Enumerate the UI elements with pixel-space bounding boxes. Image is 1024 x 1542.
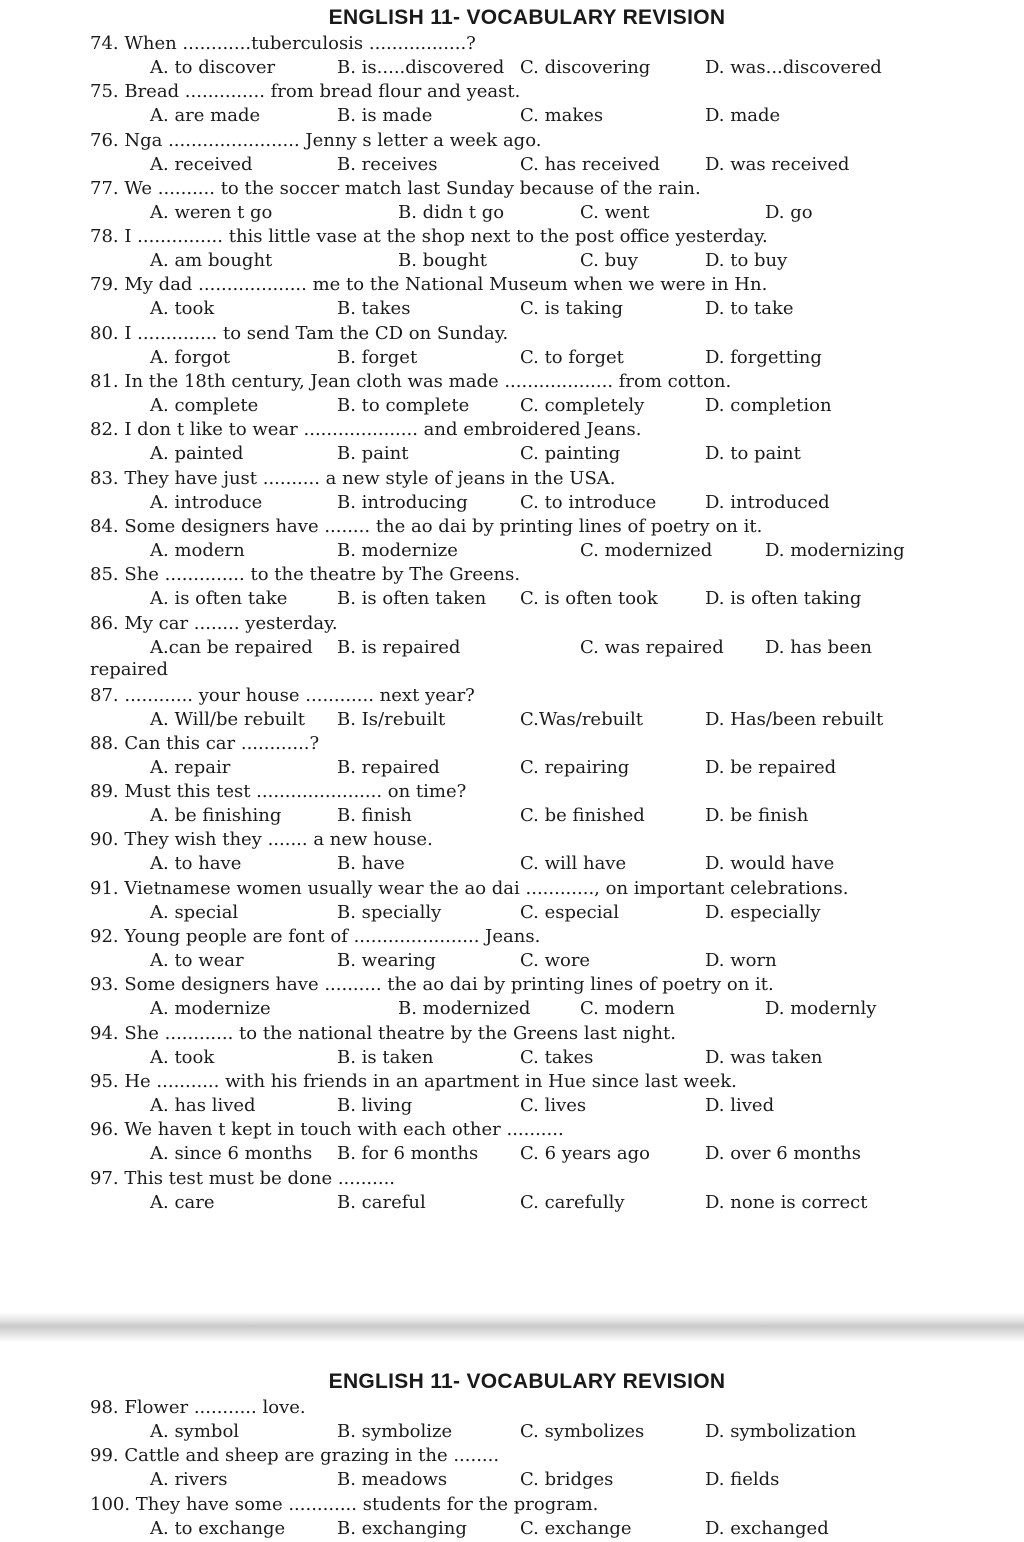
question-item (90, 974, 990, 1022)
answer-options (150, 347, 970, 371)
answer-options (150, 105, 970, 129)
question-item (90, 419, 990, 467)
answer-option-c: C. buy (580, 250, 638, 272)
page-divider (0, 1312, 1024, 1342)
answer-options (150, 757, 970, 781)
question-stem: 87. ............ your house ............ next year? (90, 684, 475, 706)
answer-option-d: D. would have (705, 853, 835, 875)
answer-option-b: B. introducing (337, 491, 468, 513)
answer-option-c: C. will have (520, 853, 627, 875)
answer-option-b: B. is often taken (337, 588, 487, 610)
answer-option-a: A. painted (150, 443, 244, 465)
answer-option-a: A. be finishing (150, 805, 282, 827)
page-title: ENGLISH 11- VOCABULARY REVISION (328, 6, 726, 29)
question-item (90, 733, 990, 781)
answer-options (150, 1095, 970, 1119)
answer-option-c: C.Was/rebuilt (520, 708, 643, 730)
answer-option-a: A. care (150, 1191, 215, 1213)
answer-option-a: A. introduce (150, 491, 263, 513)
question-item (90, 274, 990, 322)
question-item (90, 33, 990, 81)
answer-option-b: B. specially (337, 901, 442, 923)
answer-option-b: B. forget (337, 346, 418, 368)
answer-option-b: B. repaired (337, 756, 440, 778)
answer-option-c: C. has received (520, 153, 660, 175)
answer-option-c: C. repairing (520, 756, 630, 778)
answer-option-b: B. living (337, 1094, 413, 1116)
question-stem: 92. Young people are font of ...................... Jeans. (90, 926, 541, 948)
answer-option-c: C. wore (520, 950, 591, 972)
question-stem: 77. We .......... to the soccer match last Sunday because of the rain. (90, 177, 701, 199)
question-item (90, 81, 990, 129)
answer-option-c: C. bridges (520, 1469, 614, 1491)
answer-option-b: B. careful (337, 1191, 426, 1213)
answer-option-d: D. none is correct (705, 1191, 868, 1213)
question-item (90, 1397, 990, 1445)
question-stem: 81. In the 18th century, Jean cloth was made ................... from cotton. (90, 371, 732, 393)
answer-option-d: D. over 6 months (705, 1143, 861, 1165)
answer-option-b: B. bought (398, 250, 487, 272)
answer-option-d: D. to buy (705, 250, 788, 272)
question-list (90, 33, 990, 1216)
answer-option-c: C. went (580, 201, 650, 223)
answer-options (150, 1143, 970, 1167)
answer-option-c: C. completely (520, 395, 645, 417)
answer-option-d: D. modernizing (765, 539, 905, 561)
question-item (90, 781, 990, 829)
answer-option-a: A. symbol (150, 1421, 240, 1442)
question-stem: 90. They wish they ....... a new house. (90, 829, 433, 851)
answer-options (150, 298, 970, 322)
answer-option-a: A. forgot (150, 346, 231, 368)
answer-option-a: A. are made (150, 105, 261, 127)
answer-option-a: A. received (150, 153, 253, 175)
answer-option-a: A. rivers (150, 1469, 228, 1491)
answer-option-a: A. to have (150, 853, 242, 875)
answer-option-c: C. discovering (520, 57, 651, 78)
question-stem: 98. Flower ........... love. (90, 1397, 306, 1418)
answer-option-a: A. modernize (150, 998, 271, 1020)
question-stem: 91. Vietnamese women usually wear the ao dai ............, on important celebrations. (90, 877, 849, 899)
question-stem: 84. Some designers have ........ the ao dai by printing lines of poetry on it. (90, 515, 763, 537)
answer-option-c: C. is often took (520, 588, 658, 610)
answer-option-c: C. to introduce (520, 491, 657, 513)
answer-option-c: C. be finished (520, 805, 645, 827)
question-item (90, 1168, 990, 1216)
answer-option-c: C. lives (520, 1094, 587, 1116)
answer-option-b: B. is taken (337, 1046, 434, 1068)
answer-option-d-continued: repaired (90, 658, 169, 680)
answer-option-d: D. has been (765, 636, 872, 658)
answer-option-a: A. since 6 months (150, 1143, 313, 1165)
answer-option-c: C. to forget (520, 346, 624, 368)
answer-option-d: D. introduced (705, 491, 830, 513)
answer-options (150, 1469, 970, 1493)
answer-option-a: A. modern (150, 539, 245, 561)
question-item (90, 178, 990, 226)
question-item (90, 468, 990, 516)
question-item (90, 1023, 990, 1071)
answer-option-d: D. is often taking (705, 588, 862, 610)
answer-option-d: D. symbolization (705, 1421, 857, 1442)
answer-options (150, 1192, 970, 1216)
question-stem: 95. He ........... with his friends in an apartment in Hue since last week. (90, 1070, 737, 1092)
question-item (90, 516, 990, 564)
answer-option-c: C. painting (520, 443, 621, 465)
question-stem: 86. My car ........ yesterday. (90, 612, 338, 634)
answer-options (150, 637, 970, 661)
answer-option-d: D. forgetting (705, 346, 822, 368)
answer-options (150, 902, 970, 926)
question-item (90, 323, 990, 371)
answer-option-a: A. has lived (150, 1094, 256, 1116)
answer-option-d: D. to take (705, 298, 794, 320)
answer-option-d: D. was taken (705, 1046, 823, 1068)
answer-option-b: B. exchanging (337, 1517, 467, 1539)
answer-option-c: C. was repaired (580, 636, 724, 658)
answer-option-a: A. to wear (150, 950, 244, 972)
answer-option-b: B. paint (337, 443, 409, 465)
answer-option-b: B. is.....discovered (337, 57, 505, 78)
answer-option-a: A. repair (150, 756, 231, 778)
answer-option-d: D. Has/been rebuilt (705, 708, 884, 730)
question-item (90, 1494, 990, 1542)
answer-option-c: C. exchange (520, 1517, 632, 1539)
answer-option-c: C. is taking (520, 298, 624, 320)
answer-options (150, 492, 970, 516)
answer-option-a: A. weren t go (150, 201, 273, 223)
answer-option-b: B. modernize (337, 539, 458, 561)
question-item (90, 1445, 990, 1493)
question-item (90, 1071, 990, 1119)
answer-options (150, 154, 970, 178)
question-item (90, 564, 990, 612)
answer-option-d: D. modernly (765, 998, 877, 1020)
question-stem: 80. I .............. to send Tam the CD on Sunday. (90, 322, 509, 344)
answer-option-d: D. was...discovered (705, 57, 882, 78)
answer-option-d: D. lived (705, 1094, 775, 1116)
answer-option-d: D. worn (705, 950, 777, 972)
answer-option-d: D. completion (705, 395, 832, 417)
question-stem: 94. She ............ to the national theatre by the Greens last night. (90, 1022, 676, 1044)
question-stem: 100. They have some ............ students for the program. (90, 1493, 599, 1515)
answer-options (150, 998, 970, 1022)
question-stem: 89. Must this test ...................... on time? (90, 781, 467, 803)
answer-option-a: A. took (150, 1046, 215, 1068)
answer-options (150, 395, 970, 419)
answer-option-a: A.can be repaired (150, 636, 313, 658)
answer-option-b: B. finish (337, 805, 412, 827)
question-stem: 85. She .............. to the theatre by The Greens. (90, 564, 521, 586)
question-stem: 97. This test must be done .......... (90, 1167, 396, 1189)
answer-option-c: C. modern (580, 998, 675, 1020)
answer-option-d: D. fields (705, 1469, 780, 1491)
question-stem: 99. Cattle and sheep are grazing in the ........ (90, 1445, 500, 1467)
page-title: ENGLISH 11- VOCABULARY REVISION (328, 1370, 726, 1393)
answer-option-b: B. modernized (398, 998, 531, 1020)
question-stem: 74. When ............tuberculosis .................? (90, 33, 476, 54)
answer-option-b: B. receives (337, 153, 438, 175)
answer-options (150, 57, 970, 81)
question-stem: 93. Some designers have .......... the ao dai by printing lines of poetry on it. (90, 974, 774, 996)
answer-option-a: A. took (150, 298, 215, 320)
answer-options (150, 853, 970, 877)
question-stem: 83. They have just .......... a new style of jeans in the USA. (90, 467, 616, 489)
answer-option-b: B. to complete (337, 395, 470, 417)
answer-option-b: B. is repaired (337, 636, 461, 658)
answer-option-d: D. go (765, 201, 813, 223)
answer-options (150, 1518, 970, 1542)
answer-option-a: A. am bought (150, 250, 273, 272)
answer-option-b: B. for 6 months (337, 1143, 479, 1165)
question-item (90, 926, 990, 974)
answer-option-b: B. symbolize (337, 1421, 453, 1442)
question-item (90, 685, 990, 733)
answer-option-d: D. was received (705, 153, 850, 175)
answer-option-d: D. be repaired (705, 756, 837, 778)
answer-option-d: D. made (705, 105, 781, 127)
answer-option-a: A. is often take (150, 588, 288, 610)
question-stem: 75. Bread .............. from bread flour and yeast. (90, 81, 521, 103)
question-item (90, 226, 990, 274)
question-item (90, 371, 990, 419)
question-stem: 78. I ............... this little vase at the shop next to the post office yesterday. (90, 226, 768, 248)
answer-option-b: B. didn t go (398, 201, 505, 223)
answer-option-d: D. be finish (705, 805, 809, 827)
question-item (90, 613, 990, 685)
answer-option-c: C. carefully (520, 1191, 625, 1213)
question-stem: 79. My dad ................... me to the National Museum when we were in Hn. (90, 274, 768, 296)
answer-options (150, 709, 970, 733)
worksheet-page-2 (0, 1342, 1024, 1542)
answer-option-b: B. takes (337, 298, 411, 320)
answer-option-c: C. symbolizes (520, 1421, 645, 1442)
question-stem: 88. Can this car ............? (90, 732, 320, 754)
answer-option-a: A. complete (150, 395, 259, 417)
answer-option-d: D. exchanged (705, 1517, 829, 1539)
answer-option-d: D. to paint (705, 443, 801, 465)
answer-options (150, 950, 970, 974)
answer-option-c: C. 6 years ago (520, 1143, 650, 1165)
answer-option-b: B. have (337, 853, 405, 875)
question-item (90, 878, 990, 926)
answer-option-c: C. makes (520, 105, 604, 127)
answer-options (150, 202, 970, 226)
question-stem: 82. I don t like to wear .................... and embroidered Jeans. (90, 419, 642, 441)
answer-option-c: C. especial (520, 901, 619, 923)
answer-option-b: B. is made (337, 105, 433, 127)
question-list (90, 1397, 990, 1542)
answer-option-a: A. to exchange (150, 1517, 286, 1539)
answer-options (150, 250, 970, 274)
answer-options (150, 805, 970, 829)
question-item (90, 1119, 990, 1167)
answer-option-c: C. takes (520, 1046, 594, 1068)
question-stem: 76. Nga ....................... Jenny s letter a week ago. (90, 129, 542, 151)
answer-options (150, 443, 970, 467)
answer-option-d: D. especially (705, 901, 821, 923)
answer-option-a: A. to discover (150, 57, 276, 78)
answer-option-a: A. special (150, 901, 239, 923)
answer-options (150, 1421, 970, 1445)
answer-option-b: B. Is/rebuilt (337, 708, 446, 730)
answer-option-a: A. Will/be rebuilt (150, 708, 305, 730)
question-stem: 96. We haven t kept in touch with each other .......... (90, 1119, 564, 1141)
answer-options (150, 588, 970, 612)
answer-option-b: B. wearing (337, 950, 436, 972)
answer-options (150, 540, 970, 564)
question-item (90, 829, 990, 877)
answer-options (150, 1047, 970, 1071)
answer-option-b: B. meadows (337, 1469, 448, 1491)
question-item (90, 130, 990, 178)
answer-option-c: C. modernized (580, 539, 713, 561)
